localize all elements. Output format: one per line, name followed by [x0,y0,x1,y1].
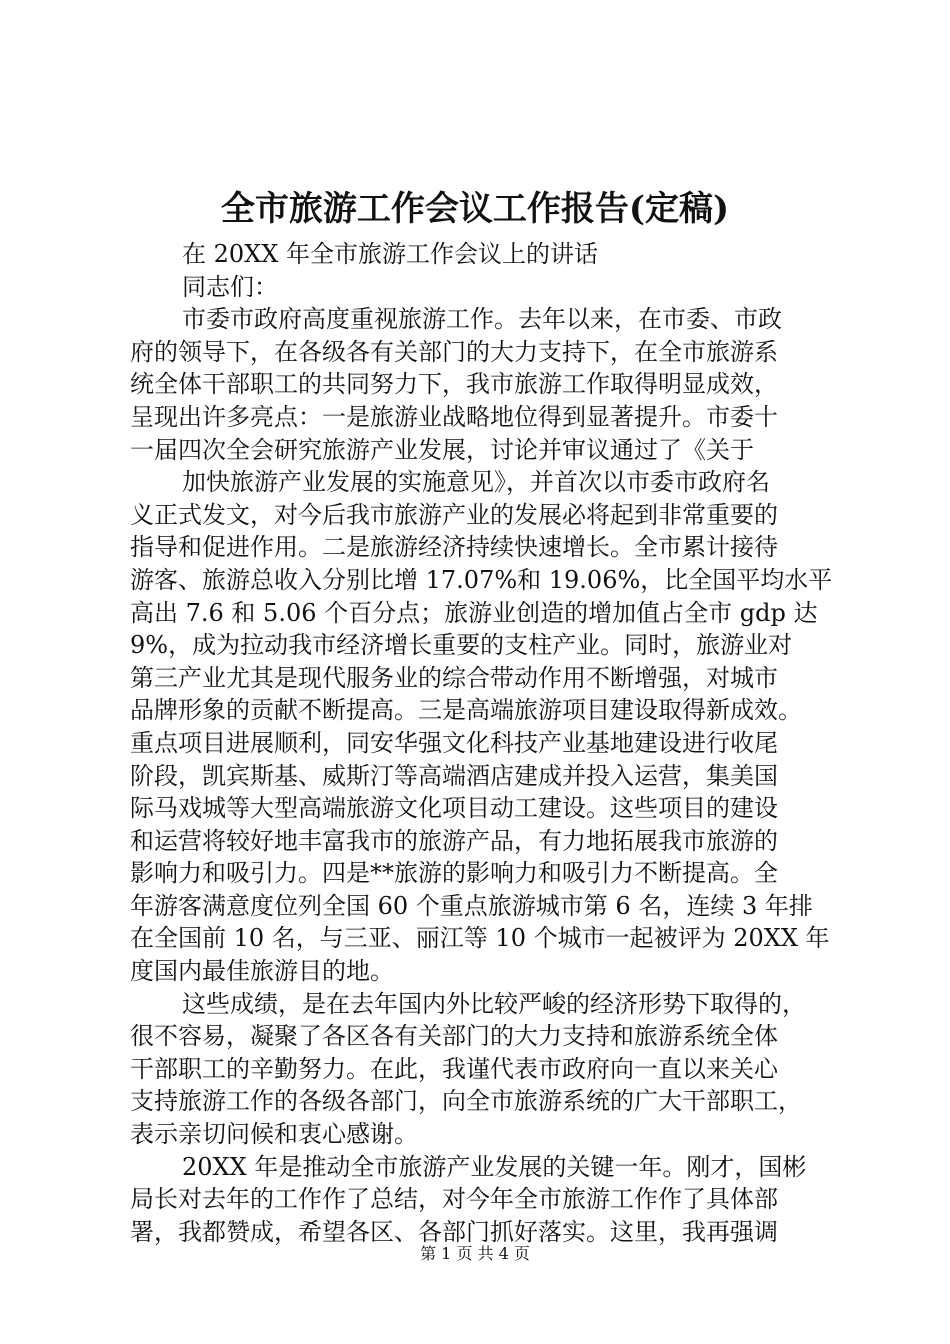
paragraph-line: 9%，成为拉动我市经济增长重要的支柱产业。同时，旅游业对 [130,631,793,660]
paragraph-line: 表示亲切问候和衷心感谢。 [130,1120,418,1149]
paragraph-line: 20XX 年是推动全市旅游产业发展的关键一年。刚才，国彬 [182,1152,807,1181]
speech-heading-line: 在 20XX 年全市旅游工作会议上的讲话 [182,240,598,268]
paragraph-line: 指导和促进作用。二是旅游经济持续快速增长。全市累计接待 [130,533,778,562]
paragraph-line: 阶段，凯宾斯基、威斯汀等高端酒店建成并投入运营，集美国 [130,761,778,790]
paragraph-line: 很不容易，凝聚了各区各有关部门的大力支持和旅游系统全体 [130,1022,778,1051]
paragraph-line: 高出 7.6 和 5.06 个百分点；旅游业创造的增加值占全市 gdp 达 [130,598,818,627]
paragraph-line: 年游客满意度位列全国 60 个重点旅游城市第 6 名，连续 3 年排 [130,891,813,920]
paragraph-line: 统全体干部职工的共同努力下，我市旅游工作取得明显成效， [130,370,778,399]
document-title: 全市旅游工作会议工作报告(定稿) [220,189,730,229]
paragraph-line: 加快旅游产业发展的实施意见》，并首次以市委市政府名 [182,468,770,497]
paragraph-line: 干部职工的辛勤努力。在此，我谨代表市政府向一直以来关心 [130,1054,778,1083]
paragraph-line: 局长对去年的工作作了总结，对今年全市旅游工作作了具体部 [130,1185,778,1214]
paragraph-line: 品牌形象的贡献不断提高。三是高端旅游项目建设取得新成效。 [130,696,802,725]
paragraph-line: 这些成绩，是在去年国内外比较严峻的经济形势下取得的， [182,989,806,1018]
paragraph-line: 市委市政府高度重视旅游工作。去年以来，在市委、市政 [182,305,782,334]
paragraph-line: 游客、旅游总收入分别比增 17.07%和 19.06%，比全国平均水平 [130,565,833,594]
paragraph-line: 府的领导下，在各级各有关部门的大力支持下，在全市旅游系 [130,337,778,366]
paragraph-line: 度国内最佳旅游目的地。 [130,957,394,986]
paragraph-line: 和运营将较好地丰富我市的旅游产品，有力地拓展我市旅游的 [130,826,778,855]
paragraph-line: 影响力和吸引力。四是**旅游的影响力和吸引力不断提高。全 [130,859,778,888]
paragraph-line: 一届四次全会研究旅游产业发展，讨论并审议通过了《关于 [130,435,754,464]
page-number-footer: 第 1 页 共 4 页 [420,1244,530,1263]
paragraph-line: 重点项目进展顺利，同安华强文化科技产业基地建设进行收尾 [130,728,778,757]
paragraph-line: 署，我都赞成，希望各区、各部门抓好落实。这里，我再强调 [130,1217,778,1246]
paragraph-line: 在全国前 10 名，与三亚、丽江等 10 个城市一起被评为 20XX 年 [130,924,830,953]
paragraph-line: 第三产业尤其是现代服务业的综合带动作用不断增强，对城市 [130,663,778,692]
paragraph-line: 呈现出许多亮点：一是旅游业战略地位得到显著提升。市委十 [130,402,778,431]
paragraph-line: 际马戏城等大型高端旅游文化项目动工建设。这些项目的建设 [130,794,778,823]
salutation-line: 同志们： [182,272,278,301]
document-body [130,238,850,1248]
paragraph-line: 支持旅游工作的各级各部门，向全市旅游系统的广大干部职工， [130,1087,802,1116]
paragraph-line: 义正式发文，对今后我市旅游产业的发展必将起到非常重要的 [130,500,778,529]
